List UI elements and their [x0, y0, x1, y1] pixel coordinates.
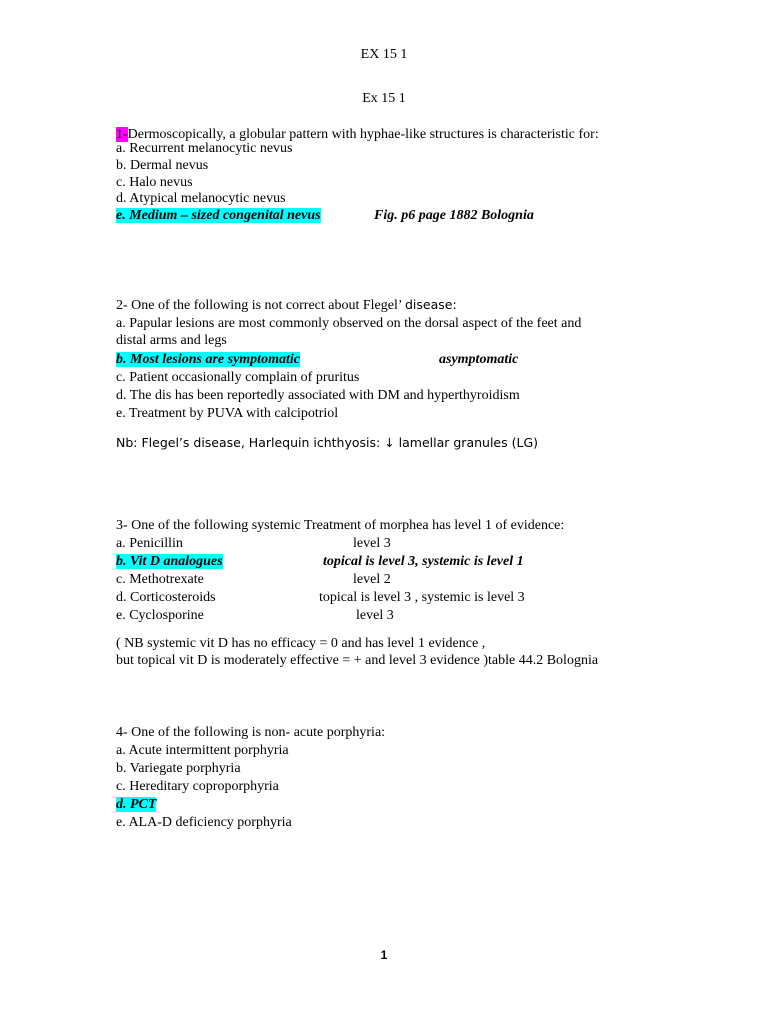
question-1-option-a: a. Recurrent melanocytic nevus: [116, 141, 293, 156]
question-1-option-e-correct: [116, 207, 321, 224]
question-1-number: 1-: [116, 127, 128, 142]
question-1-option-d: d. Atypical melanocytic nevus: [116, 191, 286, 206]
question-1-stem-text: Dermoscopically, a globular pattern with hyphae-like structures is characteristic for:: [127, 127, 599, 142]
question-4-option-a: a. Acute intermittent porphyria: [116, 743, 289, 758]
question-3-nb-line2: but topical vit D is moderately effective = + and level 3 evidence )table 44.2 Bolognia: [116, 653, 599, 668]
question-2-option-b-note: asymptomatic: [439, 352, 519, 367]
question-3-option-e: e. Cyclosporine: [116, 608, 204, 623]
question-3-option-d-note: topical is level 3 , systemic is level 3: [319, 590, 525, 605]
correct-answer-highlight: d. PCT: [116, 797, 157, 812]
question-1-option-b: b. Dermal nevus: [116, 158, 209, 173]
question-1-reference-note: Fig. p6 page 1882 Bolognia: [374, 208, 534, 223]
question-4-option-c: c. Hereditary coproporphyria: [116, 779, 279, 794]
page-number: 1: [380, 948, 388, 962]
question-2-option-a-line2: distal arms and legs: [116, 333, 227, 348]
question-2-option-a-line1: a. Papular lesions are most commonly observed on the dorsal aspect of the feet and: [116, 316, 582, 331]
question-2-stem: [116, 296, 457, 314]
question-2-option-b-correct: [116, 351, 300, 368]
question-3-option-c-note: level 2: [353, 572, 391, 587]
question-4-option-e: e. ALA-D deficiency porphyria: [116, 815, 292, 830]
question-2-stem-tail: disease:: [405, 297, 457, 312]
question-2-nb-note: Nb: Flegel’s disease, Harlequin ichthyosis: ↓ lamellar granules (LG): [116, 435, 539, 450]
correct-answer-highlight: e. Medium – sized congenital nevus: [116, 208, 321, 223]
question-1-option-c: c. Halo nevus: [116, 175, 193, 190]
question-3-stem: 3- One of the following systemic Treatment of morphea has level 1 of evidence:: [116, 518, 565, 533]
question-3-option-c: c. Methotrexate: [116, 572, 204, 587]
question-3-option-a: a. Penicillin: [116, 536, 183, 551]
question-3-option-e-note: level 3: [356, 608, 394, 623]
question-3-option-b-correct: [116, 553, 223, 570]
question-4-option-b: b. Variegate porphyria: [116, 761, 241, 776]
question-4-stem: 4- One of the following is non- acute porphyria:: [116, 725, 386, 740]
question-3-option-d: d. Corticosteroids: [116, 590, 216, 605]
question-2-option-c: c. Patient occasionally complain of pruritus: [116, 370, 360, 385]
question-4-option-d-correct: [116, 796, 156, 813]
question-3-option-b-note: topical is level 3, systemic is level 1: [323, 554, 524, 569]
correct-answer-highlight: b. Most lesions are symptomatic: [116, 352, 300, 367]
question-2-option-e: e. Treatment by PUVA with calcipotriol: [116, 406, 339, 421]
question-2-option-d: d. The dis has been reportedly associated with DM and hyperthyroidism: [116, 388, 520, 403]
question-3-nb-line1: ( NB systemic vit D has no efficacy = 0 and has level 1 evidence ,: [116, 636, 486, 651]
question-2-stem-text: 2- One of the following is not correct about Flegel’: [116, 298, 402, 313]
question-3-option-a-note: level 3: [353, 536, 391, 551]
document-title: Ex 15 1: [362, 91, 406, 106]
running-header: EX 15 1: [360, 47, 408, 62]
correct-answer-highlight: b. Vit D analogues: [116, 554, 223, 569]
